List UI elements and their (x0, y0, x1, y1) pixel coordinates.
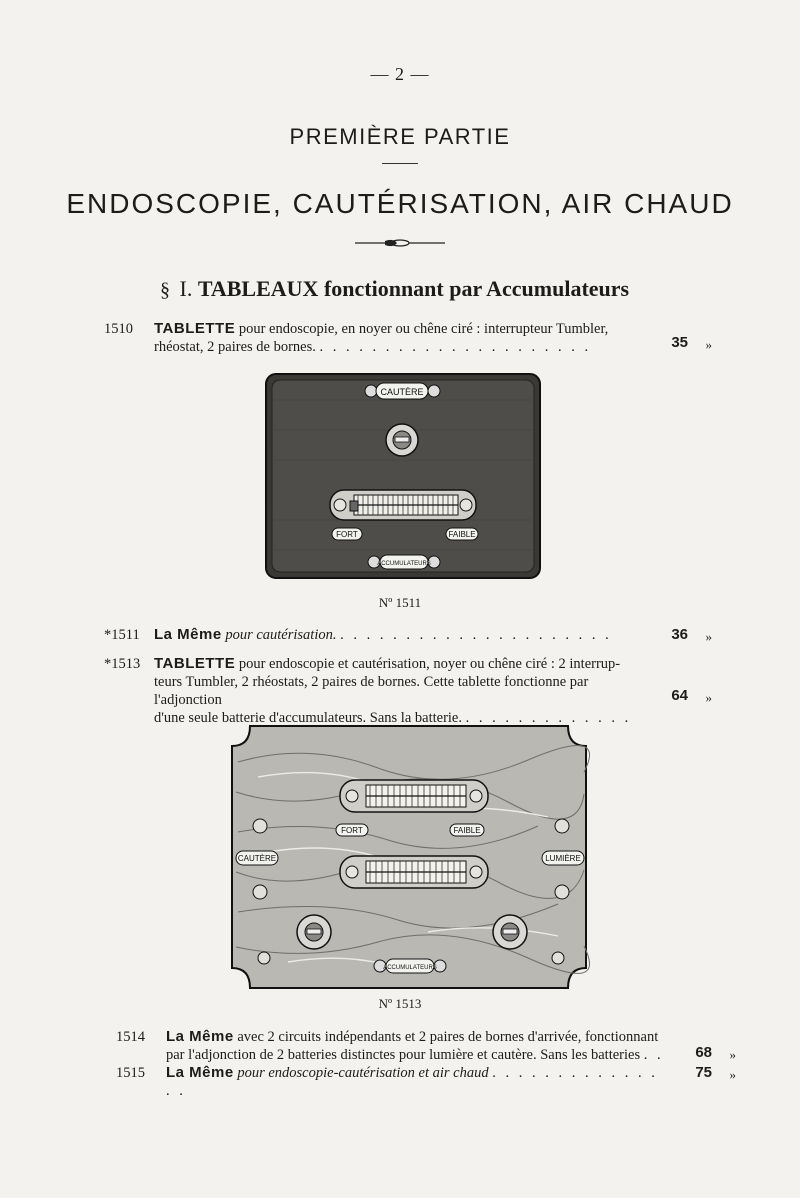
section-sign: § (160, 279, 170, 301)
label-accumulateurs: ACCUMULATEURS (377, 561, 431, 567)
label-accumulateurs: ACCUMULATEURS (383, 965, 437, 971)
part-title: PREMIÈRE PARTIE (289, 124, 511, 149)
entry-title: La Même (166, 1064, 234, 1081)
catalog-entry-1511 (104, 626, 724, 644)
entry-title: TABLETTE (154, 655, 236, 672)
entry-price-unit: » (729, 1047, 736, 1062)
entry-price: 64 (671, 687, 688, 704)
entry-desc-line3: d'une seule batterie d'accumulateurs. Sans la batterie. (154, 710, 462, 726)
entry-number: *1511 (104, 627, 140, 643)
figure-1511-caption: Nº 1511 (378, 595, 422, 610)
entry-desc-line1: pour endoscopie et cautérisation, noyer ou chêne ciré : 2 interrup- (235, 656, 621, 672)
label-fort: FORT (341, 826, 363, 835)
entry-price: 68 (695, 1044, 712, 1061)
ornament-divider (355, 236, 445, 250)
figure-1513-illustration (228, 722, 590, 992)
entry-price-unit: » (705, 629, 712, 644)
label-cautere: CAUTÈRE (237, 854, 277, 863)
section-heading (160, 276, 629, 302)
entry-price: 75 (695, 1064, 712, 1081)
label-fort: FORT (336, 530, 358, 539)
short-rule (382, 163, 418, 164)
catalog-entry-1510 (104, 320, 724, 356)
entry-number: 1514 (116, 1029, 145, 1045)
entry-title: La Même (166, 1028, 234, 1045)
leader-dots: . . . . . . . . . . . . . . . . . . . . . (319, 339, 592, 355)
figure-1513-caption: Nº 1513 (378, 996, 422, 1011)
entry-price-unit: » (705, 337, 712, 352)
entry-desc-line1: avec 2 circuits indépendants et 2 paires de bornes d'arrivée, fonctionnant (233, 1029, 659, 1045)
leader-dots: . . (643, 1047, 664, 1063)
entry-desc-line2: rhéostat, 2 paires de bornes. (154, 339, 316, 355)
catalog-entry-1513 (104, 655, 724, 727)
entry-number: 1515 (116, 1065, 145, 1081)
catalog-entry-1515 (116, 1064, 736, 1100)
entry-price: 36 (671, 626, 688, 643)
entry-number: *1513 (104, 656, 141, 672)
entry-price-unit: » (729, 1067, 736, 1082)
entry-price: 35 (671, 334, 688, 351)
section-number: I. (179, 276, 193, 301)
entry-title: La Même (154, 626, 222, 643)
leader-dots: . . . . . . . . . . . . . . . (166, 1065, 658, 1099)
figure-1511-illustration (264, 370, 544, 580)
entry-desc-line2: teurs Tumbler, 2 rhéostats, 2 paires de bornes. Cette tablette fonctionne par l'adjonction (154, 674, 589, 708)
catalog-entry-1514 (116, 1028, 736, 1064)
entry-desc-line2: par l'adjonction de 2 batteries distinctes pour lumière et cautère. Sans les batteries (166, 1047, 641, 1063)
entry-title: TABLETTE (154, 320, 236, 337)
main-title: ENDOSCOPIE, CAUTÉRISATION, AIR CHAUD (66, 188, 734, 219)
entry-desc-line1: pour endoscopie-cautérisation et air chaud (233, 1065, 489, 1081)
page-number: — 2 — (370, 64, 430, 84)
entry-desc-line1: pour cautérisation. (221, 627, 337, 643)
entry-price-unit: » (705, 690, 712, 705)
section-title: TABLEAUX fonctionnant par Accumulateurs (197, 276, 630, 301)
leader-dots: . . . . . . . . . . . . . . . . . . . . . (340, 627, 612, 643)
label-cautere: CAUTÈRE (380, 387, 424, 397)
entry-number: 1510 (104, 321, 133, 337)
label-faible: FAIBLE (448, 530, 476, 539)
label-lumiere: LUMIÈRE (545, 854, 581, 863)
leader-dots: . . . . . . . . . . . . . (465, 710, 632, 726)
label-faible: FAIBLE (453, 826, 481, 835)
entry-desc-line1: pour endoscopie, en noyer ou chêne ciré : interrupteur Tumbler, (235, 321, 609, 337)
